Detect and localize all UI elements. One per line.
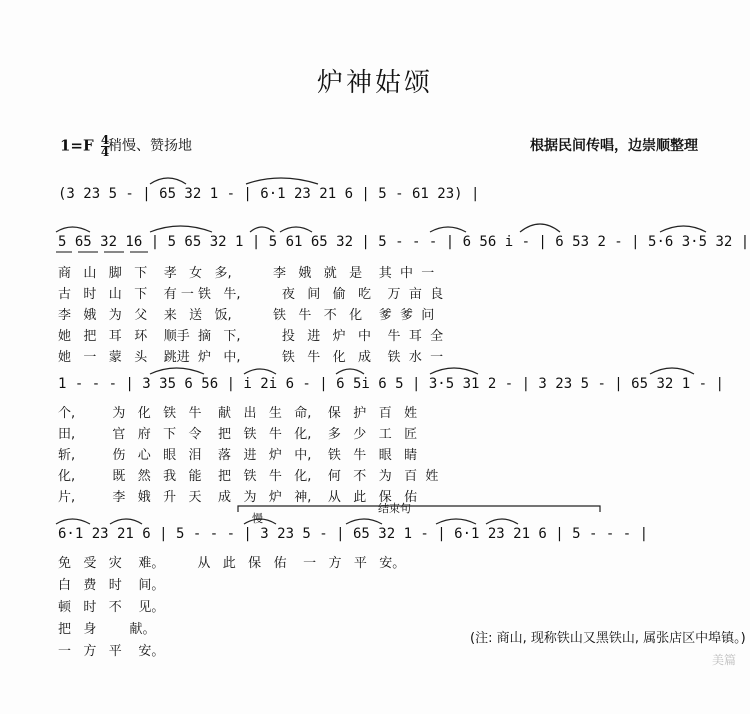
slur <box>660 226 706 232</box>
row2-lyric-2: 田, 官 府 下 令 把 铁 牛 化, 多 少 工 匠 <box>58 427 418 442</box>
slur <box>56 519 90 524</box>
row1-lyric-5: 她 一 蒙 头 跳进 炉 中, 铁 牛 化 成 铁 水 一 <box>58 350 444 365</box>
row3-lyric-5: 一 方 平 安。 <box>58 644 165 659</box>
tempo-marking: 稍慢、赞扬地 <box>108 138 192 154</box>
row2-lyric-3: 斩, 伤 心 眼 泪 落 进 炉 中, 铁 牛 眼 睛 <box>58 448 418 463</box>
row1-lyric-4: 她 把 耳 环 顺手 摘 下, 投 进 炉 中 牛 耳 全 <box>58 329 444 344</box>
watermark-logo: 美篇 <box>711 653 736 667</box>
row3-lyric-2: 白 费 时 间。 <box>58 578 165 593</box>
time-denominator: 4 <box>100 145 110 159</box>
slur <box>110 519 142 524</box>
row3-lyric-1: 免 受 灾 难。 从 此 保 佑 一 方 平 安。 <box>58 556 406 571</box>
slur <box>336 369 364 374</box>
slur <box>436 519 476 524</box>
key-label: 1=F <box>60 136 94 155</box>
slur <box>346 519 382 524</box>
slur <box>150 178 186 184</box>
row2-notation: 1 - - - | 3 35 6 56 | i 2i 6 - | 6 5i 6 5 | 3·5 31 2 - | 3 23 5 - | 65 32 1 - | <box>58 376 724 392</box>
slur <box>250 227 274 232</box>
row3-notation: 6·1 23 21 6 | 5 - - - | 3 23 5 - | 65 32 1 - | 6·1 23 21 6 | 5 - - - | <box>58 526 649 542</box>
ending-phrase-label: 结束句 <box>378 502 411 515</box>
row1-lyric-1: 商 山 脚 下 孝 女 多, 李 娥 就 是 其 中 一 <box>58 266 435 281</box>
slur <box>650 368 694 374</box>
slur <box>150 226 212 232</box>
row1-lyric-3: 李 娥 为 父 来 送 饭, 铁 牛 不 化 爹 爹 问 <box>58 308 435 323</box>
slur <box>246 178 318 184</box>
ending-tempo-mark: 慢 <box>252 512 263 525</box>
row3-lyric-3: 顿 时 不 见。 <box>58 600 165 615</box>
slur <box>430 368 478 374</box>
ending-bracket <box>238 506 600 512</box>
song-title: 炉神姑颂 <box>316 68 433 98</box>
slur <box>430 227 466 232</box>
slur <box>56 227 90 232</box>
slur <box>520 224 560 232</box>
time-numerator: 4 <box>100 133 110 147</box>
row1-lyric-2: 古 时 山 下 有 一 铁 牛, 夜 间 偷 吃 万 亩 良 <box>58 287 444 302</box>
row1-notation: 5 65 32 16 | 5 65 32 1 | 5 61 65 32 | 5 - - - | 6 56 i - | 6 53 2 - | 5·6 3·5 32 | <box>58 234 750 250</box>
row2-lyric-5: 片, 李 娥 升 天 成 为 炉 神, 从 此 保 佑 <box>58 490 418 505</box>
row2-lyric-4: 化, 既 然 我 能 把 铁 牛 化, 何 不 为 百 姓 <box>58 469 439 484</box>
row3-lyric-4: 把 身 献。 <box>58 622 156 637</box>
slur <box>244 369 276 374</box>
slur <box>150 368 204 374</box>
slur <box>244 519 276 524</box>
slur <box>280 227 312 232</box>
slur <box>486 519 518 524</box>
row2-lyric-1: 个, 为 化 铁 牛 献 出 生 命, 保 护 百 姓 <box>58 406 418 421</box>
intro-notation: (3 23 5 - | 65 32 1 - | 6·1 23 21 6 | 5 - 61 23) | <box>58 186 480 202</box>
credit-line: 根据民间传唱，边崇顺整理 <box>530 138 698 154</box>
footnote: (注: 商山, 现称铁山又黑铁山, 属张店区中埠镇。) <box>470 631 746 646</box>
